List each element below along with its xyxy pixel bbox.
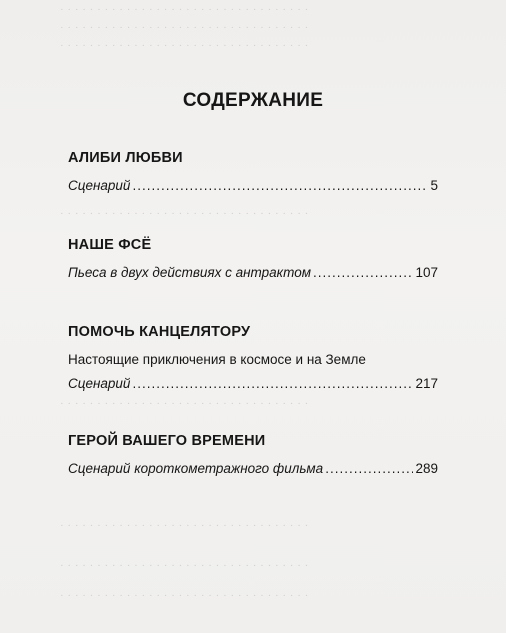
toc-entry-row[interactable] [68, 375, 438, 393]
toc-entry-heading: ГЕРОЙ ВАШЕГО ВРЕМЕНИ [68, 433, 266, 449]
toc-entry [68, 149, 438, 195]
dot-leader [325, 460, 413, 478]
toc-entry-label: Пьеса в двух действиях с антрактом [68, 265, 312, 280]
bleed-through-text: · · · · · · · · · · · · · · · · · · · · · · · · · · · · · · · · · · [60, 590, 309, 602]
bleed-through-text: · · · · · · · · · · · · · · · · · · · · · · · · · · · · · · · · · · [60, 208, 309, 220]
toc-entry-heading: АЛИБИ ЛЮБВИ [68, 150, 183, 166]
toc-entry-row[interactable] [68, 264, 438, 282]
bleed-through-text: · · · · · · · · · · · · · · · · · · · · · · · · · · · · · · · · · · [60, 4, 309, 16]
bleed-through-text: · · · · · · · · · · · · · · · · · · · · · · · · · · · · · · · · · · [60, 560, 309, 572]
toc-entry [68, 236, 438, 282]
dot-leader [132, 177, 428, 195]
toc-entry-row[interactable] [68, 460, 438, 478]
bleed-through-text: · · · · · · · · · · · · · · · · · · · · · · · · · · · · · · · · · · [60, 398, 309, 410]
bleed-through-text: · · · · · · · · · · · · · · · · · · · · · · · · · · · · · · · · · · [60, 520, 309, 532]
toc-entry [68, 323, 438, 393]
toc-page-number: 289 [415, 461, 438, 476]
toc-entry-row[interactable] [68, 177, 438, 195]
dot-leader [313, 264, 413, 282]
dot-leader [132, 375, 413, 393]
toc-entry-label: Сценарий [68, 178, 131, 193]
toc-entry-label: Сценарий [68, 376, 131, 391]
toc-entry-label: Сценарий короткометражного фильма [68, 461, 324, 476]
toc-page-number: 217 [415, 376, 438, 391]
toc-entry-heading: ПОМОЧЬ КАНЦЕЛЯТОРУ [68, 324, 251, 340]
toc-entry [68, 432, 438, 478]
bleed-through-text: · · · · · · · · · · · · · · · · · · · · · · · · · · · · · · · · · · [60, 22, 309, 34]
toc-entry-heading: НАШЕ ФСЁ [68, 237, 152, 253]
toc-entry-subtitle: Настоящие приключения в космосе и на Земле [68, 352, 366, 367]
toc-page-number: 107 [415, 265, 438, 280]
toc-page-number: 5 [430, 178, 438, 193]
page-title: СОДЕРЖАНИЕ [182, 90, 324, 111]
bleed-through-text: · · · · · · · · · · · · · · · · · · · · · · · · · · · · · · · · · · [60, 40, 309, 52]
